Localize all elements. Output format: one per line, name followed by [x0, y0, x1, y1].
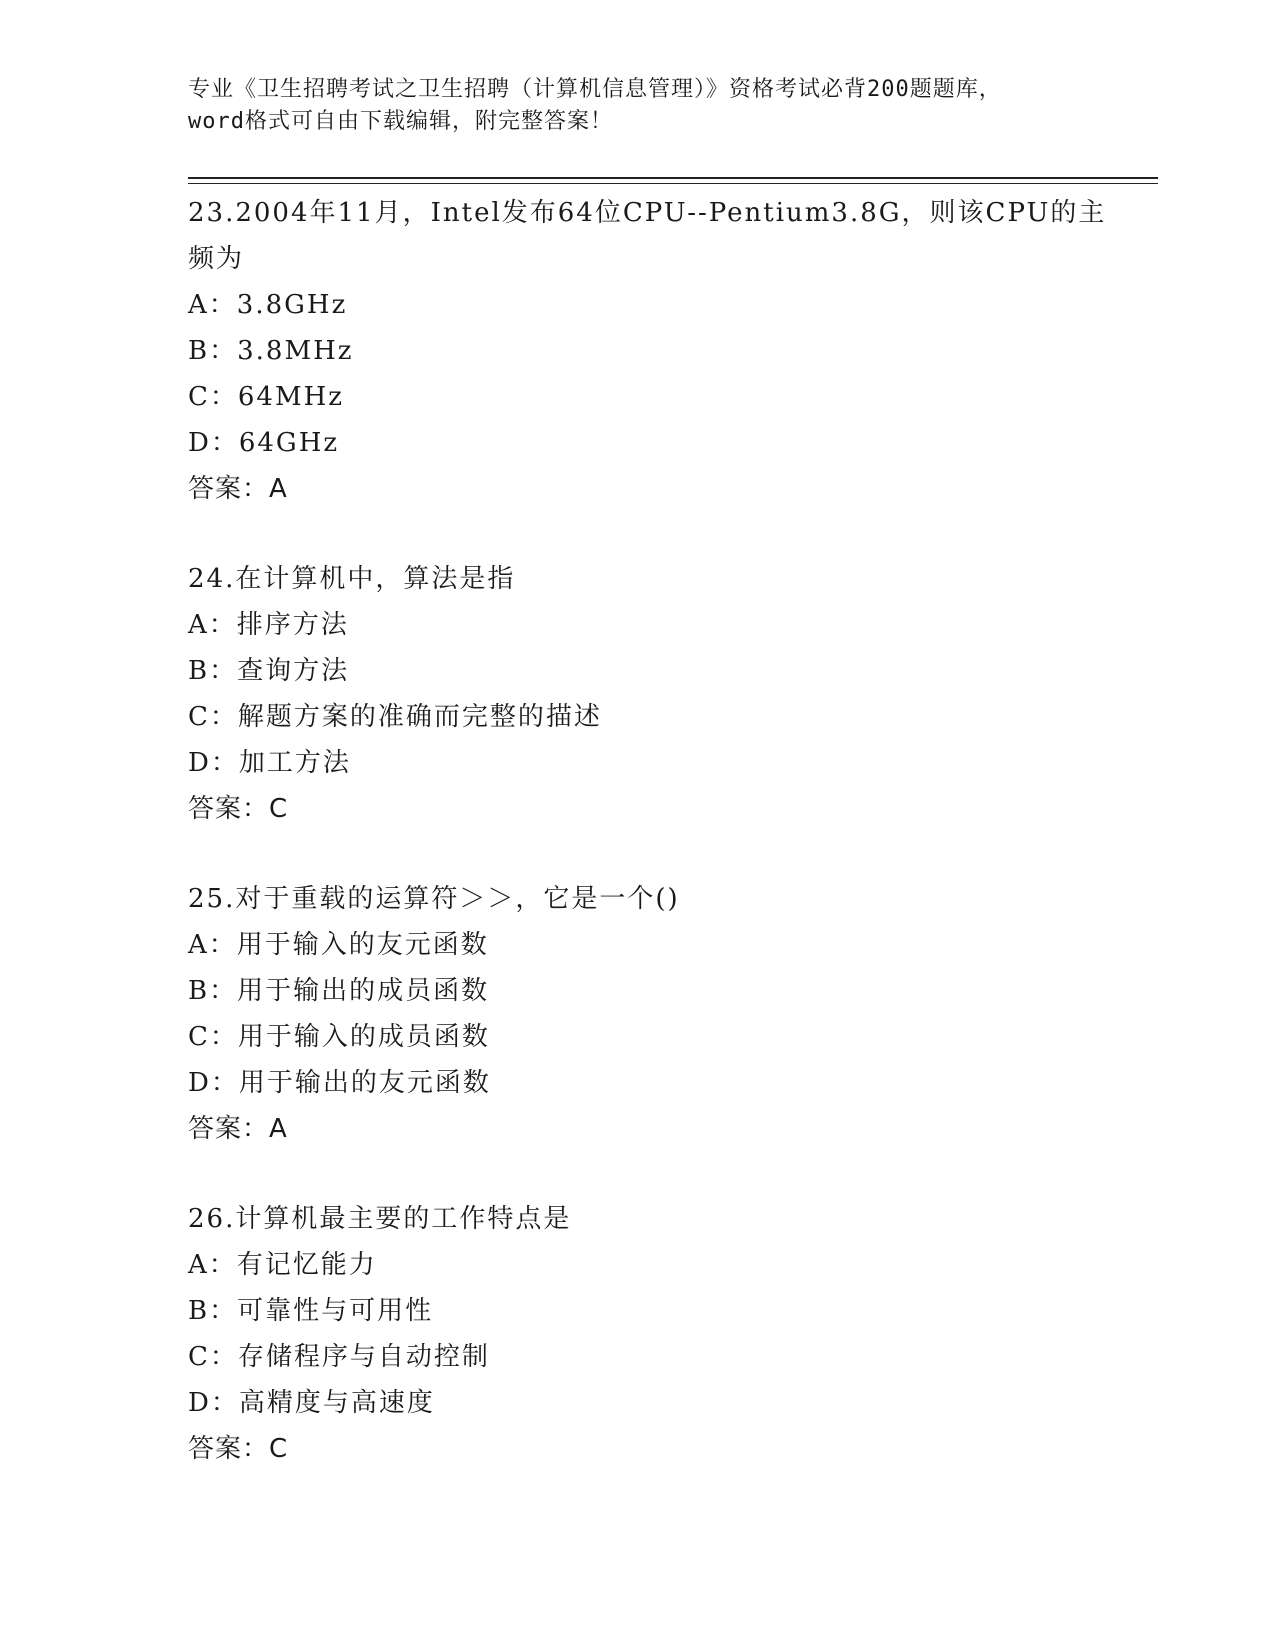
option-d: D：加工方法: [188, 748, 351, 778]
option-a: A：排序方法: [188, 610, 349, 640]
question-spacer: [188, 1152, 1088, 1196]
header-divider-thick: [188, 177, 1158, 179]
option-b: B：用于输出的成员函数: [188, 976, 490, 1006]
option-d: D：64GHz: [188, 428, 340, 458]
option-c: C：解题方案的准确而完整的描述: [188, 702, 602, 732]
option-a: A：有记忆能力: [188, 1250, 377, 1280]
option-c: C：存储程序与自动控制: [188, 1342, 490, 1372]
question-26: [188, 1196, 1088, 1472]
question-stem-continued: 频为: [188, 244, 245, 274]
option-b: B：3.8MHz: [188, 336, 354, 366]
option-c: C：64MHz: [188, 382, 344, 412]
option-a: A：3.8GHz: [188, 290, 348, 320]
option-b: B：可靠性与可用性: [188, 1296, 434, 1326]
answer: 答案：A: [188, 1114, 288, 1144]
question-stem: 26.计算机最主要的工作特点是: [188, 1204, 572, 1234]
question-list: [188, 190, 1107, 1472]
question-stem: 24.在计算机中，算法是指: [188, 564, 516, 594]
answer: 答案：C: [188, 794, 289, 824]
question-stem: 25.对于重载的运算符＞＞，它是一个(): [188, 884, 680, 914]
question-spacer: [188, 832, 1088, 876]
question-spacer: [188, 512, 1088, 556]
option-b: B：查询方法: [188, 656, 350, 686]
answer: 答案：A: [188, 474, 288, 504]
header-line-2: word格式可自由下载编辑，附完整答案！: [188, 109, 613, 134]
option-c: C：用于输入的成员函数: [188, 1022, 490, 1052]
header-line-1: 专业《卫生招聘考试之卫生招聘（计算机信息管理）》资格考试必背200题题库，: [188, 77, 1002, 102]
option-d: D：高精度与高速度: [188, 1388, 435, 1418]
option-a: A：用于输入的友元函数: [188, 930, 489, 960]
question-25: [188, 876, 1088, 1152]
question-24: [188, 556, 1088, 832]
question-stem: 23.2004年11月，Intel发布64位CPU--Pentium3.8G，则该CPU的主: [188, 198, 1107, 228]
document-header: [188, 74, 1088, 138]
question-23: [188, 190, 1107, 512]
option-d: D：用于输出的友元函数: [188, 1068, 491, 1098]
header-divider-thin: [188, 183, 1158, 184]
answer: 答案：C: [188, 1434, 289, 1464]
